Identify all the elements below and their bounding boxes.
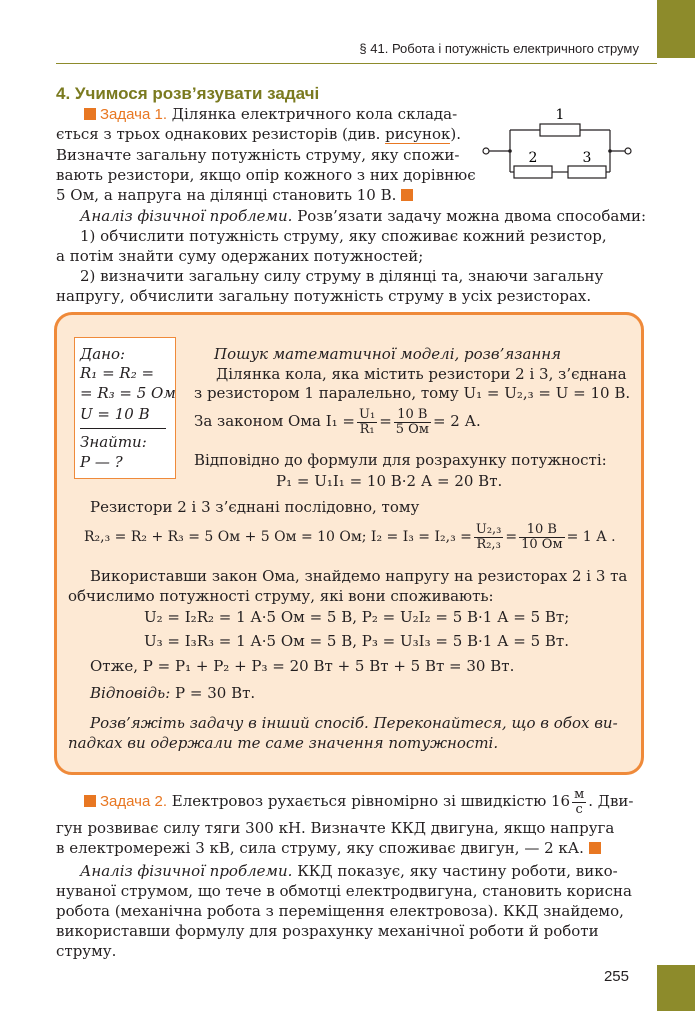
solution-line2: з резистором 1 паралельно, тому U₁ = U₂,₃ = U = 10 В.: [194, 384, 631, 402]
solution-line14: падках ви одержали те саме значення потужності.: [68, 734, 499, 752]
section-heading: 4. Учимося розв’язувати задачі: [56, 84, 320, 103]
analysis1-line3: а потім знайти суму одержаних потужностей;: [56, 247, 424, 265]
find-value: P — ?: [80, 453, 123, 471]
analysis2-line1: Аналіз фізичної проблеми. ККД показує, яку частину роботи, вико-: [80, 862, 618, 880]
resistor-3: [568, 166, 606, 178]
solution-line12: Отже, P = P₁ + P₂ + P₃ = 20 Вт + 5 Вт + 5 Вт = 30 Вт.: [90, 657, 515, 675]
given-divider: [80, 428, 166, 429]
given-line3: U = 10 В: [80, 405, 150, 423]
formula-fraction: $\frac{\text{U₁}}{\text{R₁}}$: [359, 406, 376, 437]
task1-line4: вають резистори, якщо опір кожного з них дорівнює: [56, 166, 476, 184]
formula-fraction: $\frac{\text{U₂,₃}}{\text{R₂,₃}}$: [475, 521, 502, 552]
task2-line3: в електромережі 3 кВ, сила струму, яку споживає двигун, — 2 кА.: [56, 838, 605, 859]
solution-line1: Ділянка кола, яка містить резистори 2 і 3, з’єднана: [216, 365, 627, 383]
section-header: § 41. Робота і потужність електричного струму: [359, 41, 639, 56]
solution-line13: Розв’яжіть задачу в інший спосіб. Переконайтеся, що в обох ви-: [90, 714, 618, 732]
given-line2: = R₃ = 5 Ом: [80, 384, 176, 402]
circuit-label-1: 1: [555, 107, 565, 123]
page-number: 255: [603, 968, 629, 985]
solution-line5: P₁ = U₁I₁ = 10 В·2 А = 20 Вт.: [276, 472, 503, 490]
solution-line11: U₃ = I₃R₃ = 1 А·5 Ом = 5 В, P₃ = U₃I₃ = 5 В·1 А = 5 Вт.: [144, 632, 569, 650]
solution-line6: Резистори 2 і 3 з’єднані послідовно, тому: [90, 498, 420, 516]
task1-line5: 5 Ом, а напруга на ділянці становить 10 В.: [56, 185, 417, 206]
analysis2-line5: струму.: [56, 942, 117, 960]
analysis1-line1: Аналіз фізичної проблеми. Розв’язати задачу можна двома способами:: [80, 207, 647, 225]
analysis2-line3: робота (механічна робота з переміщення електровоза). ККД знайдемо,: [56, 902, 624, 920]
circuit-label-2: 2: [528, 150, 538, 166]
solution-line3: За законом Ома I₁ = $\frac{\text{U₁}}{\text{R₁}}$ = $\frac{10 В}{5 Ом}$ = 2 А.: [194, 406, 481, 437]
circuit-label-3: 3: [582, 150, 592, 166]
figure-link[interactable]: рисунок: [385, 125, 451, 143]
footer-tab: [657, 965, 695, 1011]
task-marker-icon: [84, 108, 96, 120]
task-marker-icon: [84, 795, 96, 807]
formula-fraction: $\frac{10 В}{5 Ом}$: [395, 406, 429, 437]
end-marker-icon: [401, 189, 413, 201]
analysis1-line2: 1) обчислити потужність струму, яку споживає кожний резистор,: [80, 227, 607, 245]
end-marker-icon: [589, 842, 601, 854]
solution-line10: U₂ = I₂R₂ = 1 А·5 Ом = 5 В, P₂ = U₂I₂ = 5 В·1 А = 5 Вт;: [144, 608, 570, 626]
analysis1-line4: 2) визначити загальну силу струму в ділянці та, знаючи загальну: [80, 267, 604, 285]
task2-line1: Задача 2. Електровоз рухається рівномірно зі швидкістю 16 $\frac{м}{с}$ . Дви-: [84, 786, 633, 817]
task1-line2: ється з трьох однакових резисторів (див. рисунок).: [56, 125, 461, 143]
solution-line9: обчислимо потужності струму, які вони споживають:: [68, 587, 494, 605]
find-title: Знайти:: [80, 433, 147, 451]
given-title: Дано:: [80, 345, 126, 363]
solution-line8: Використавши закон Ома, знайдемо напругу на резисторах 2 і 3 та: [90, 567, 628, 585]
header-divider: [56, 63, 657, 64]
header-tab: [657, 0, 695, 58]
solution-line4: Відповідно до формули для розрахунку потужності:: [194, 451, 607, 469]
task1-label: Задача 1.: [100, 106, 168, 123]
solution-title: Пошук математичної моделі, розв’язання: [214, 345, 562, 363]
terminal-right: [625, 148, 631, 154]
terminal-left: [483, 148, 489, 154]
resistor-1: [540, 124, 580, 136]
answer-line: Відповідь: P = 30 Вт.: [90, 684, 256, 702]
circuit-diagram: [478, 106, 638, 190]
resistor-2: [514, 166, 552, 178]
analysis1-line5: напругу, обчислити загальну потужність струму в усіх резисторах.: [56, 287, 592, 305]
task1-line1: Задача 1. Ділянка електричного кола склада-: [84, 104, 457, 126]
analysis2-line4: використавши формулу для розрахунку механічної роботи й роботи: [56, 922, 599, 940]
unit-fraction: $\frac{м}{с}$: [574, 786, 585, 817]
task2-line2: гун розвиває силу тяги 300 кН. Визначте ККД двигуна, якщо напруга: [56, 819, 615, 837]
task1-line3: Визначте загальну потужність струму, яку спожи-: [56, 146, 460, 164]
given-line1: R₁ = R₂ =: [80, 364, 155, 382]
task2-label: Задача 2.: [100, 793, 168, 810]
analysis2-line2: нуваної струмом, що тече в обмотці електродвигуна, становить корисна: [56, 882, 632, 900]
formula-fraction: $\frac{10 В}{10 Ом}$: [521, 521, 563, 552]
solution-line7: R₂,₃ = R₂ + R₃ = 5 Ом + 5 Ом = 10 Ом; I₂ = I₃ = I₂,₃ = $\frac{\text{U₂,₃}}{\text{R₂,₃}}$ = $\frac{10 В}{10 Ом}$ = 1 А .: [84, 521, 616, 552]
